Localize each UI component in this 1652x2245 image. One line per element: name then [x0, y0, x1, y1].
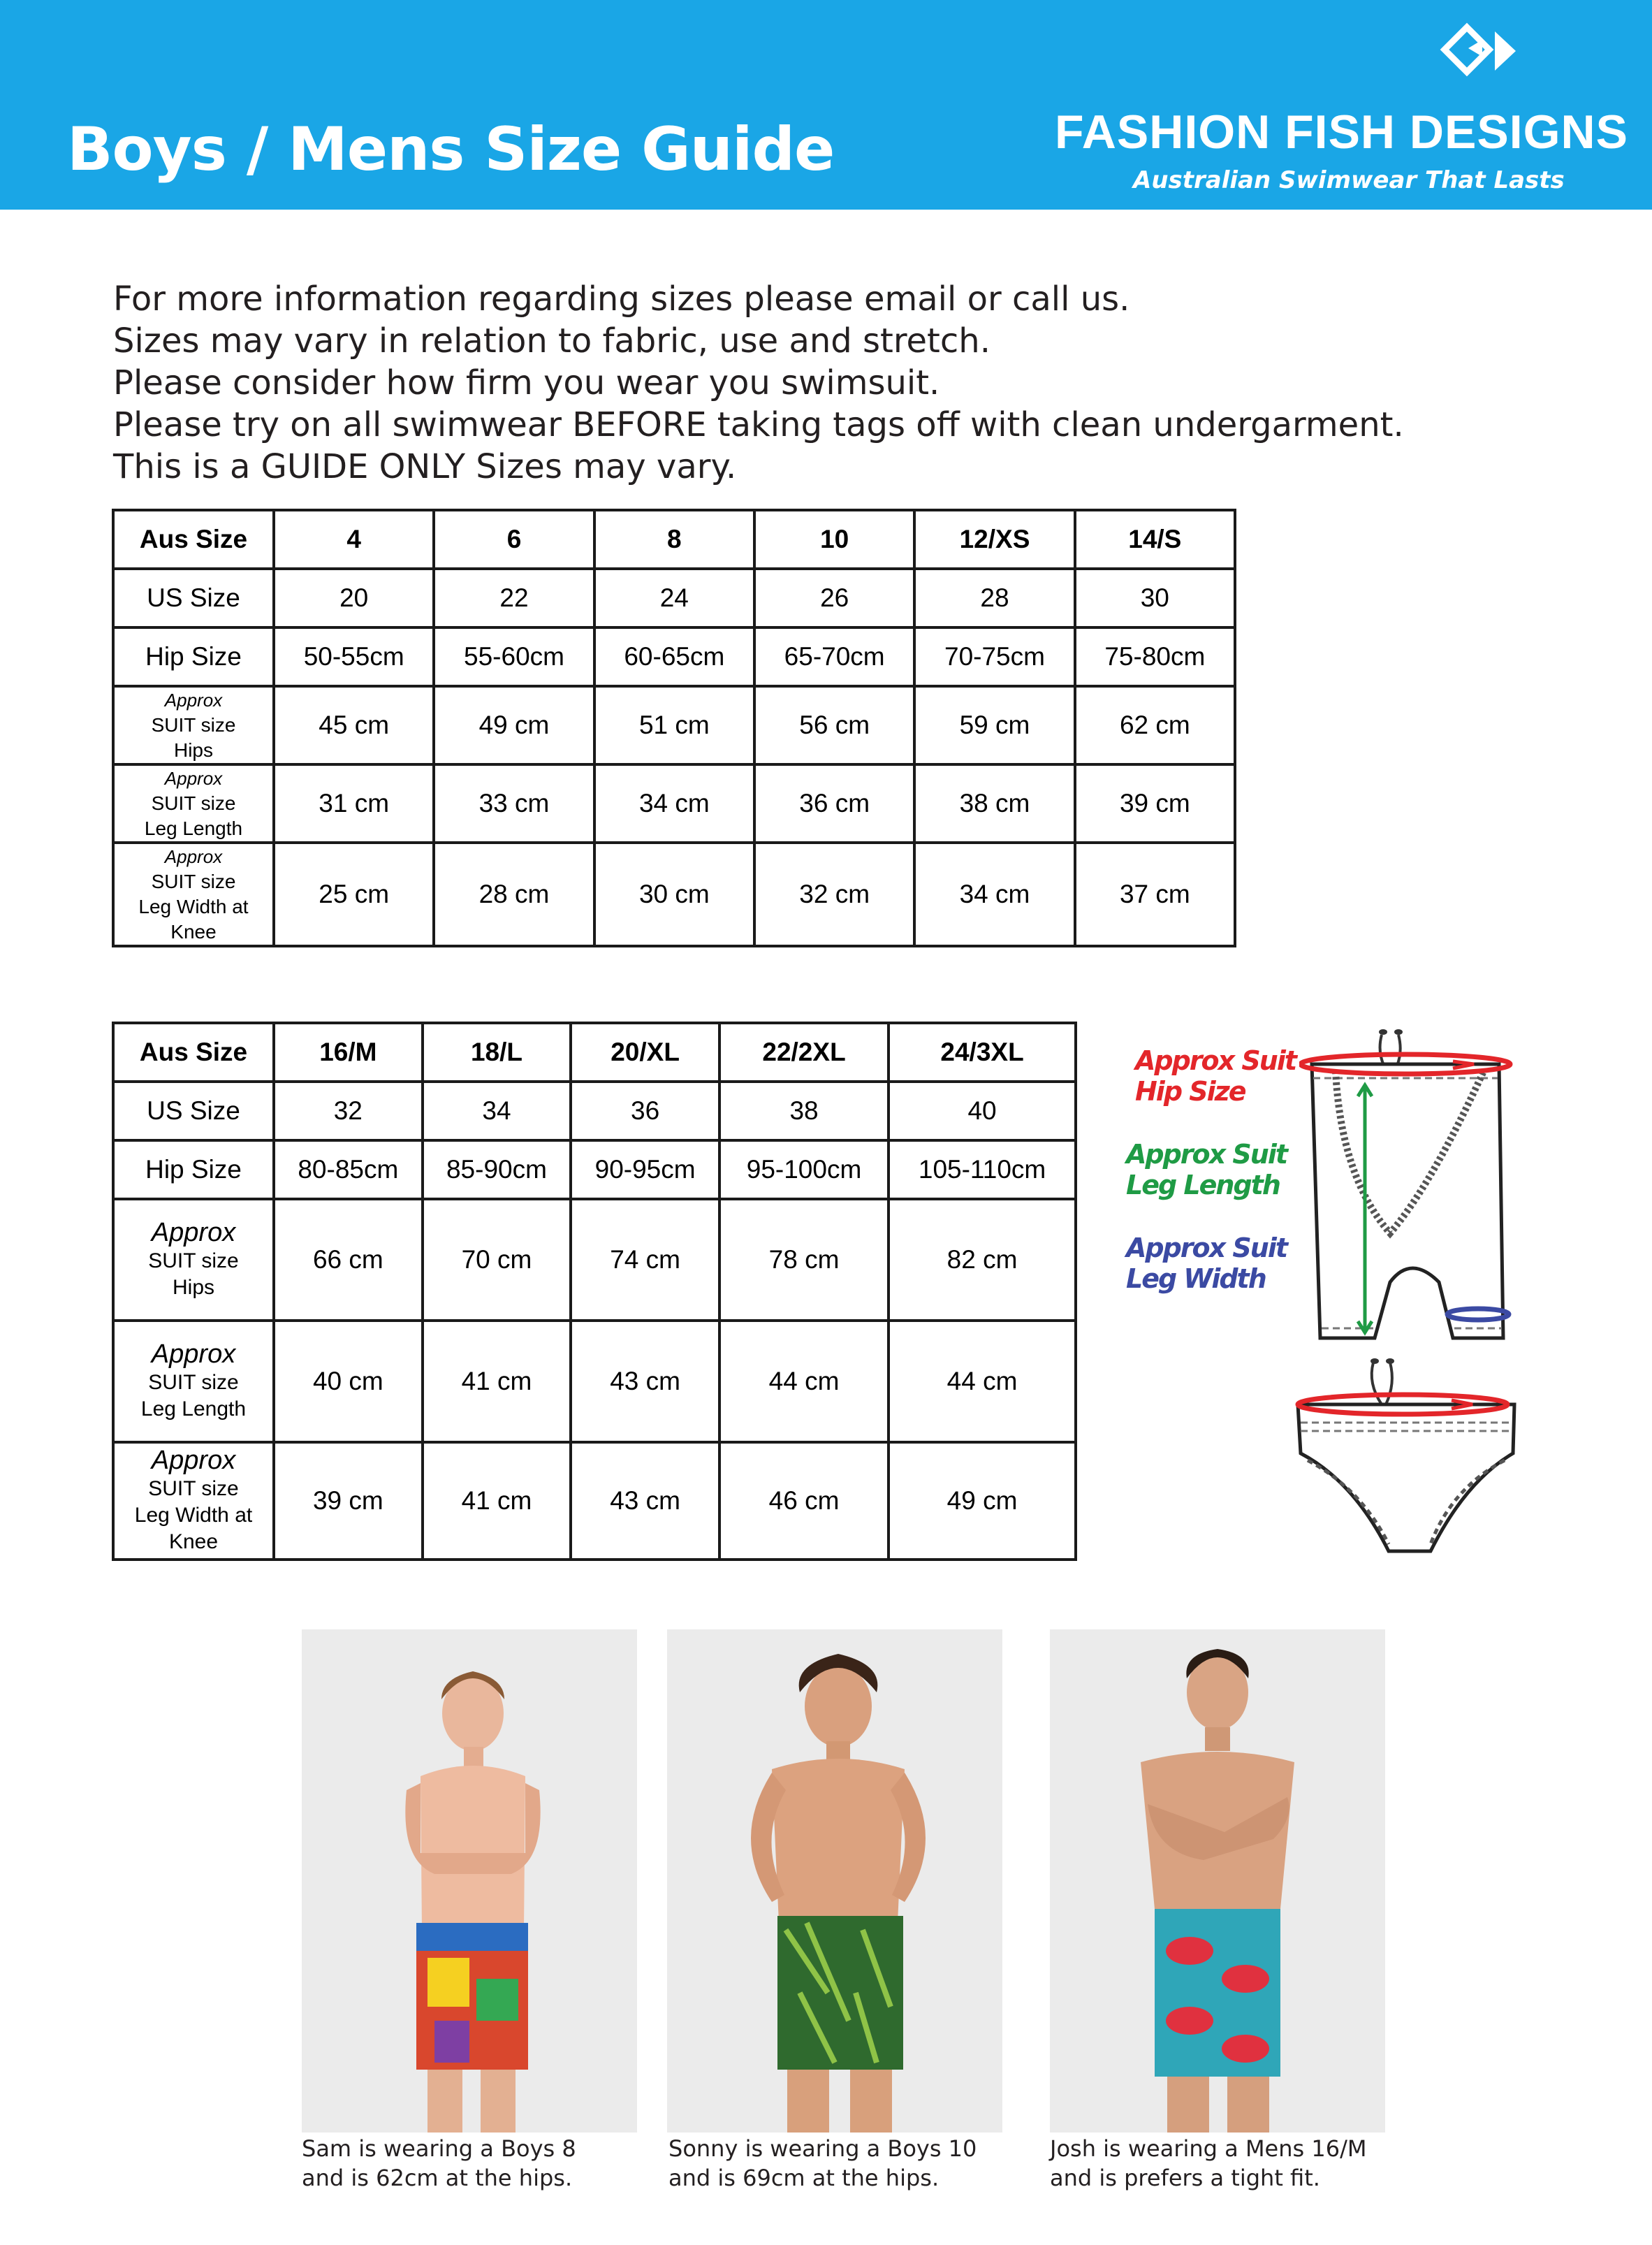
leg-width-cell: 28 cm	[434, 843, 594, 946]
hip-size-cell: 105-110cm	[889, 1140, 1076, 1199]
us-size-cell: 38	[719, 1082, 889, 1140]
hip-size-cell: 70-75cm	[914, 627, 1074, 686]
intro-line: Please try on all swimwear BEFORE taking tags off with clean undergarment.	[113, 405, 1404, 444]
suit-size-label: SUIT size	[151, 871, 236, 892]
us-size-row	[113, 569, 1235, 627]
leg-width-cell: 43 cm	[571, 1442, 719, 1560]
hip-size-cell: 55-60cm	[434, 627, 594, 686]
leg-width-cell: 37 cm	[1075, 843, 1235, 946]
hip-size-cell: 75-80cm	[1075, 627, 1235, 686]
hip-size-cell: 90-95cm	[571, 1140, 719, 1199]
caption-line: Sam is wearing a Boys 8	[302, 2135, 576, 2162]
aus-size-row	[113, 510, 1235, 569]
model-photo-sam	[302, 1629, 637, 2133]
jammer-diagram-icon	[1299, 1024, 1523, 1345]
aus-size-cell: 14/S	[1075, 510, 1235, 569]
row-label	[113, 1199, 274, 1321]
brand-logo-icon	[1439, 17, 1530, 94]
leg-width-row	[113, 1442, 1076, 1560]
row-label: US Size	[113, 569, 274, 627]
hip-size-cell: 65-70cm	[754, 627, 914, 686]
suit-hips-cell: 59 cm	[914, 686, 1074, 764]
hip-size-row	[113, 627, 1235, 686]
leg-length-row	[113, 764, 1235, 843]
leg-width-cell: 32 cm	[754, 843, 914, 946]
suit-hips-cell: 70 cm	[423, 1199, 571, 1321]
us-size-cell: 28	[914, 569, 1074, 627]
leg-length-cell: 40 cm	[274, 1321, 423, 1442]
us-size-cell: 26	[754, 569, 914, 627]
leg-width-cell: 49 cm	[889, 1442, 1076, 1560]
suit-hips-cell: 62 cm	[1075, 686, 1235, 764]
leg-width-cell: 39 cm	[274, 1442, 423, 1560]
brand-tagline: Australian Swimwear That Lasts	[1133, 166, 1565, 194]
model-josh-image	[1050, 1629, 1385, 2133]
leg-width-label: Leg Width at	[138, 896, 249, 917]
leg-width-cell: 25 cm	[274, 843, 434, 946]
suit-hips-cell: 78 cm	[719, 1199, 889, 1321]
row-label: Aus Size	[113, 1023, 274, 1082]
hip-size-cell: 50-55cm	[274, 627, 434, 686]
leg-length-cell: 43 cm	[571, 1321, 719, 1442]
leg-length-label-line2: Leg Length	[1126, 1170, 1280, 1200]
leg-length-row	[113, 1321, 1076, 1442]
row-label	[113, 843, 274, 946]
aus-size-row	[113, 1023, 1076, 1082]
hip-label-line2: Hip Size	[1135, 1076, 1245, 1107]
us-size-cell: 22	[434, 569, 594, 627]
hip-label-line1: Approx Suit	[1135, 1045, 1296, 1076]
leg-length-cell: 44 cm	[719, 1321, 889, 1442]
intro-line: For more information regarding sizes please email or call us.	[113, 279, 1130, 319]
row-label: Hip Size	[113, 1140, 274, 1199]
caption-line: and is 62cm at the hips.	[302, 2165, 573, 2191]
hip-size-cell: 95-100cm	[719, 1140, 889, 1199]
aus-size-cell: 24/3XL	[889, 1023, 1076, 1082]
aus-size-cell: 6	[434, 510, 594, 569]
hip-size-row	[113, 1140, 1076, 1199]
size-table-mens	[112, 1022, 1077, 1561]
caption-line: Josh is wearing a Mens 16/M	[1050, 2135, 1367, 2162]
leg-length-label-line1: Approx Suit	[1126, 1139, 1287, 1170]
leg-width-label: Leg Width at	[134, 1503, 253, 1527]
hip-size-cell: 85-90cm	[423, 1140, 571, 1199]
approx-label: Approx	[151, 1339, 236, 1369]
us-size-cell: 32	[274, 1082, 423, 1140]
us-size-row	[113, 1082, 1076, 1140]
model-photo-sonny	[667, 1629, 1002, 2133]
hips-label: Hips	[173, 739, 213, 761]
model-sonny-image	[667, 1629, 1002, 2133]
row-label	[113, 1442, 274, 1560]
leg-width-label-line1: Approx Suit	[1126, 1233, 1287, 1263]
row-label	[113, 764, 274, 843]
suit-size-label: SUIT size	[148, 1370, 239, 1394]
suit-hips-row	[113, 686, 1235, 764]
caption-line: and is 69cm at the hips.	[668, 2165, 940, 2191]
leg-width-diagram-label	[1126, 1233, 1287, 1294]
us-size-cell: 30	[1075, 569, 1235, 627]
leg-width-cell: 46 cm	[719, 1442, 889, 1560]
aus-size-cell: 4	[274, 510, 434, 569]
intro-text	[113, 278, 1404, 488]
row-label	[113, 1321, 274, 1442]
suit-hips-cell: 51 cm	[594, 686, 754, 764]
suit-hips-cell: 82 cm	[889, 1199, 1076, 1321]
suit-size-label: SUIT size	[148, 1249, 239, 1272]
aus-size-cell: 20/XL	[571, 1023, 719, 1082]
suit-hips-cell: 56 cm	[754, 686, 914, 764]
caption-sonny	[668, 2134, 977, 2193]
knee-label: Knee	[170, 921, 217, 943]
leg-length-cell: 38 cm	[914, 764, 1074, 843]
hip-size-cell: 80-85cm	[274, 1140, 423, 1199]
model-sam-image	[302, 1629, 637, 2133]
suit-size-label: SUIT size	[151, 792, 236, 814]
suit-size-label: SUIT size	[148, 1476, 239, 1500]
leg-length-label: Leg Length	[144, 818, 243, 839]
brand-name: FASHION FISH DESIGNS	[1055, 106, 1628, 159]
us-size-cell: 20	[274, 569, 434, 627]
suit-hips-cell: 45 cm	[274, 686, 434, 764]
model-photo-josh	[1050, 1629, 1385, 2133]
size-table-boys	[112, 509, 1236, 947]
approx-label: Approx	[151, 1217, 236, 1247]
brief-diagram-icon	[1291, 1356, 1521, 1558]
approx-label: Approx	[164, 846, 223, 867]
suit-hips-cell: 74 cm	[571, 1199, 719, 1321]
us-size-cell: 36	[571, 1082, 719, 1140]
row-label	[113, 686, 274, 764]
leg-length-cell: 33 cm	[434, 764, 594, 843]
leg-width-cell: 41 cm	[423, 1442, 571, 1560]
caption-josh	[1050, 2134, 1366, 2193]
leg-length-cell: 31 cm	[274, 764, 434, 843]
leg-length-cell: 36 cm	[754, 764, 914, 843]
suit-hips-row	[113, 1199, 1076, 1321]
leg-length-cell: 34 cm	[594, 764, 754, 843]
suit-hips-cell: 66 cm	[274, 1199, 423, 1321]
intro-line: Sizes may vary in relation to fabric, use and stretch.	[113, 321, 991, 361]
leg-length-diagram-label	[1126, 1139, 1287, 1200]
approx-label: Approx	[164, 690, 223, 711]
leg-width-label-line2: Leg Width	[1126, 1263, 1266, 1294]
aus-size-cell: 8	[594, 510, 754, 569]
leg-width-row	[113, 843, 1235, 946]
leg-length-cell: 41 cm	[423, 1321, 571, 1442]
caption-line: Sonny is wearing a Boys 10	[668, 2135, 977, 2162]
row-label: Hip Size	[113, 627, 274, 686]
leg-width-cell: 34 cm	[914, 843, 1074, 946]
hips-label: Hips	[172, 1275, 214, 1299]
us-size-cell: 40	[889, 1082, 1076, 1140]
intro-line: This is a GUIDE ONLY Sizes may vary.	[113, 447, 737, 486]
row-label: Aus Size	[113, 510, 274, 569]
leg-width-cell: 30 cm	[594, 843, 754, 946]
aus-size-cell: 10	[754, 510, 914, 569]
page-title: Boys / Mens Size Guide	[67, 115, 835, 184]
suit-size-label: SUIT size	[151, 714, 236, 736]
us-size-cell: 24	[594, 569, 754, 627]
leg-length-cell: 44 cm	[889, 1321, 1076, 1442]
aus-size-cell: 16/M	[274, 1023, 423, 1082]
caption-line: and is prefers a tight fit.	[1050, 2165, 1320, 2191]
approx-label: Approx	[164, 768, 223, 789]
hip-size-diagram-label	[1135, 1045, 1296, 1107]
knee-label: Knee	[168, 1530, 219, 1553]
approx-label: Approx	[151, 1445, 236, 1475]
leg-length-cell: 39 cm	[1075, 764, 1235, 843]
leg-length-label: Leg Length	[140, 1397, 247, 1421]
aus-size-cell: 12/XS	[914, 510, 1074, 569]
intro-line: Please consider how firm you wear you swimsuit.	[113, 363, 940, 402]
aus-size-cell: 22/2XL	[719, 1023, 889, 1082]
suit-hips-cell: 49 cm	[434, 686, 594, 764]
us-size-cell: 34	[423, 1082, 571, 1140]
hip-size-cell: 60-65cm	[594, 627, 754, 686]
caption-sam	[302, 2134, 576, 2193]
row-label: US Size	[113, 1082, 274, 1140]
aus-size-cell: 18/L	[423, 1023, 571, 1082]
